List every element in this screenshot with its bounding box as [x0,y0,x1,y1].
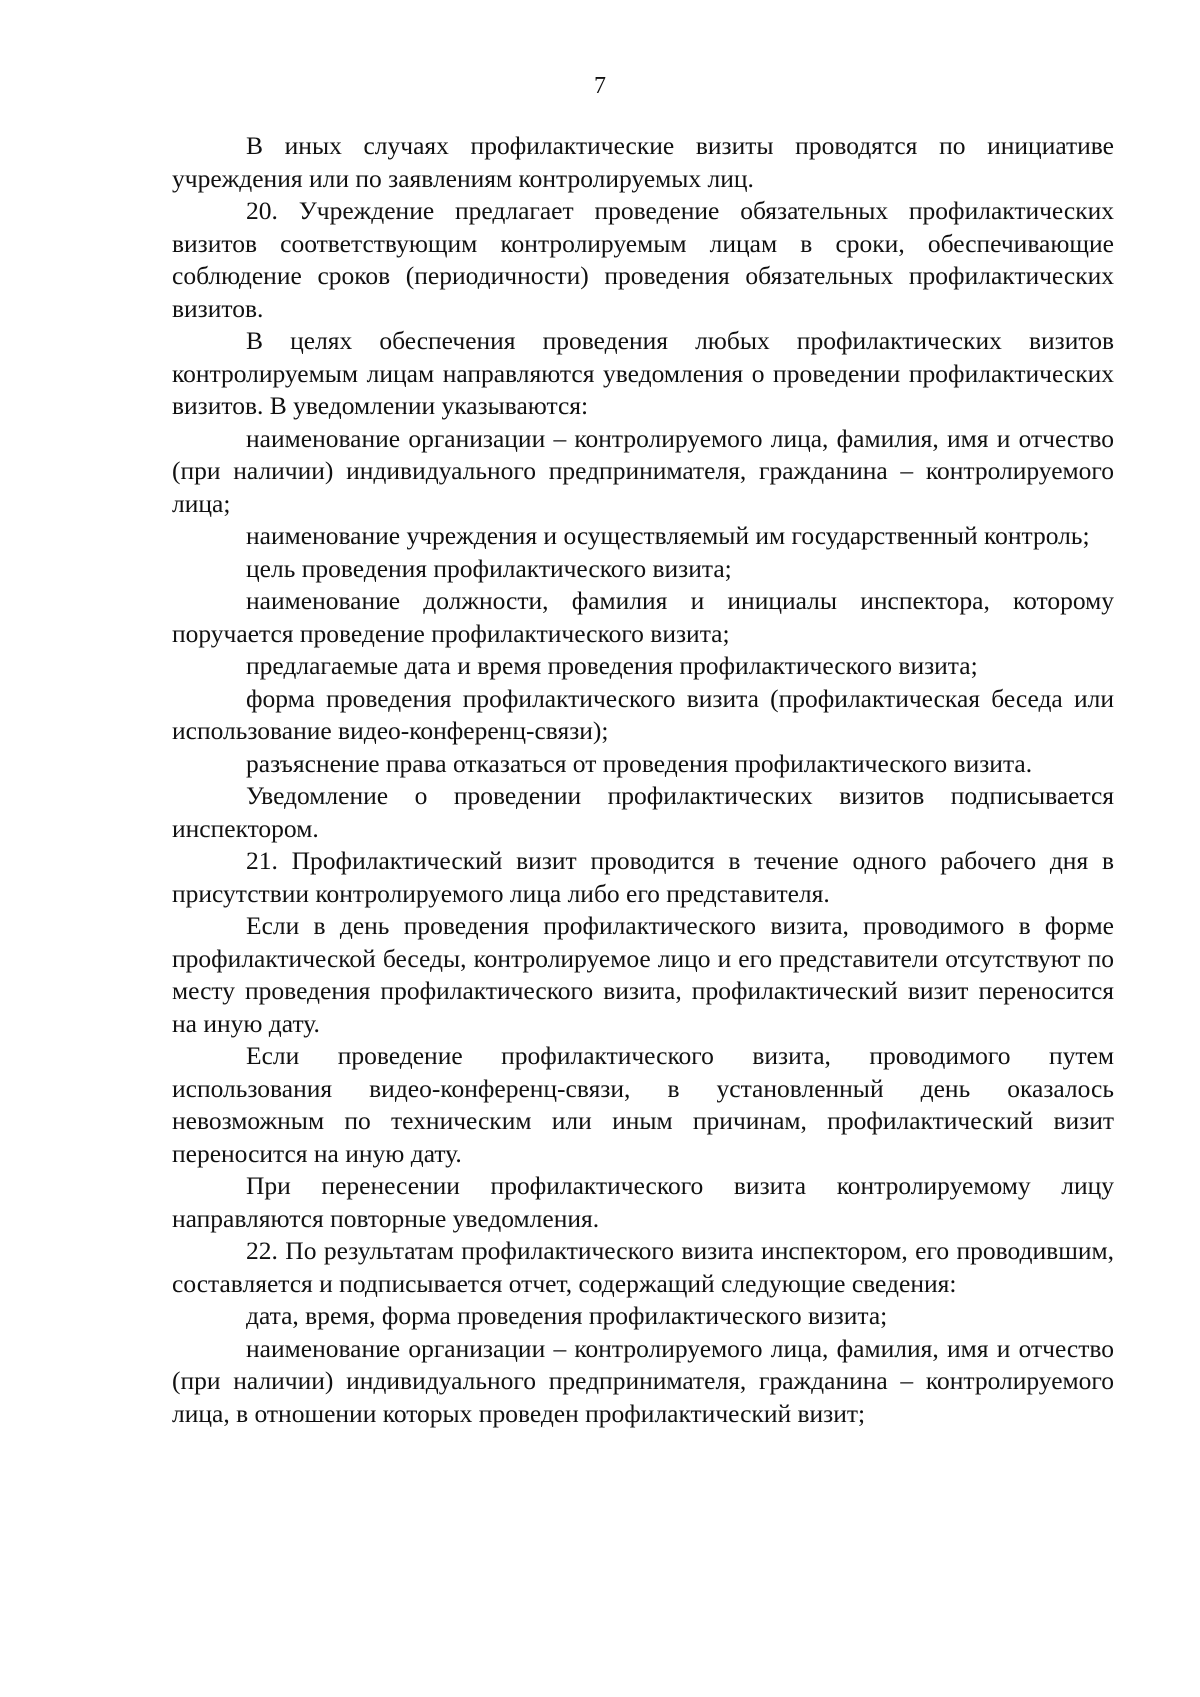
paragraph: В целях обеспечения проведения любых профилактических визитов контролируемым лицам направляются уведомления о проведении профилактических визитов. В уведомлении указываются: [172,326,1114,420]
paragraph: предлагаемые дата и время проведения профилактического визита; [246,651,978,680]
document-body [172,130,1114,1430]
paragraph: 21. Профилактический визит проводится в течение одного рабочего дня в присутствии контролируемого лица либо его представителя. [172,846,1114,908]
paragraph: Уведомление о проведении профилактических визитов подписывается инспектором. [172,781,1114,843]
page-number: 7 [594,73,606,99]
paragraph: наименование организации – контролируемого лица, фамилия, имя и отчество (при наличии) индивидуального предпринимателя, гражданина – контролируемого лица, в отношении которых проведен профилактический визит; [172,1333,1114,1428]
paragraph: 20. Учреждение предлагает проведение обязательных профилактических визитов соответствующим контролируемым лицам в сроки, обеспечивающие соблюдение сроков (периодичности) проведения обязательных профилактических визитов. [172,196,1114,323]
paragraph: Если в день проведения профилактического визита, проводимого в форме профилактической беседы, контролируемое лицо и его представители отсутствуют по месту проведения профилактического визита, профилактический визит переносится на иную дату. [172,911,1114,1038]
paragraph: дата, время, форма проведения профилактического визита; [246,1301,888,1330]
paragraph: 22. По результатам профилактического визита инспектором, его проводившим, составляется и подписывается отчет, содержащий следующие сведения: [172,1236,1114,1298]
paragraph: наименование организации – контролируемого лица, фамилия, имя и отчество (при наличии) индивидуального предпринимателя, гражданина – контролируемого лица; [172,423,1114,518]
paragraph: Если проведение профилактического визита, проводимого путем использования видео-конференц-связи, в установленный день оказалось невозможным по техническим или иным причинам, профилактический визит переносится на иную дату. [172,1041,1114,1168]
paragraph: форма проведения профилактического визита (профилактическая беседа или использование видео-конференц-связи); [172,683,1114,745]
paragraph: цель проведения профилактического визита; [246,553,732,583]
paragraph: наименование должности, фамилия и инициалы инспектора, которому поручается проведение профилактического визита; [172,586,1114,648]
paragraph: разъяснение права отказаться от проведения профилактического визита. [246,748,1033,778]
paragraph: В иных случаях профилактические визиты проводятся по инициативе учреждения или по заявлениям контролируемых лиц. [172,131,1114,193]
paragraph: При перенесении профилактического визита контролируемому лицу направляются повторные уведомления. [172,1171,1114,1233]
paragraph: наименование учреждения и осуществляемый им государственный контроль; [246,521,1090,550]
